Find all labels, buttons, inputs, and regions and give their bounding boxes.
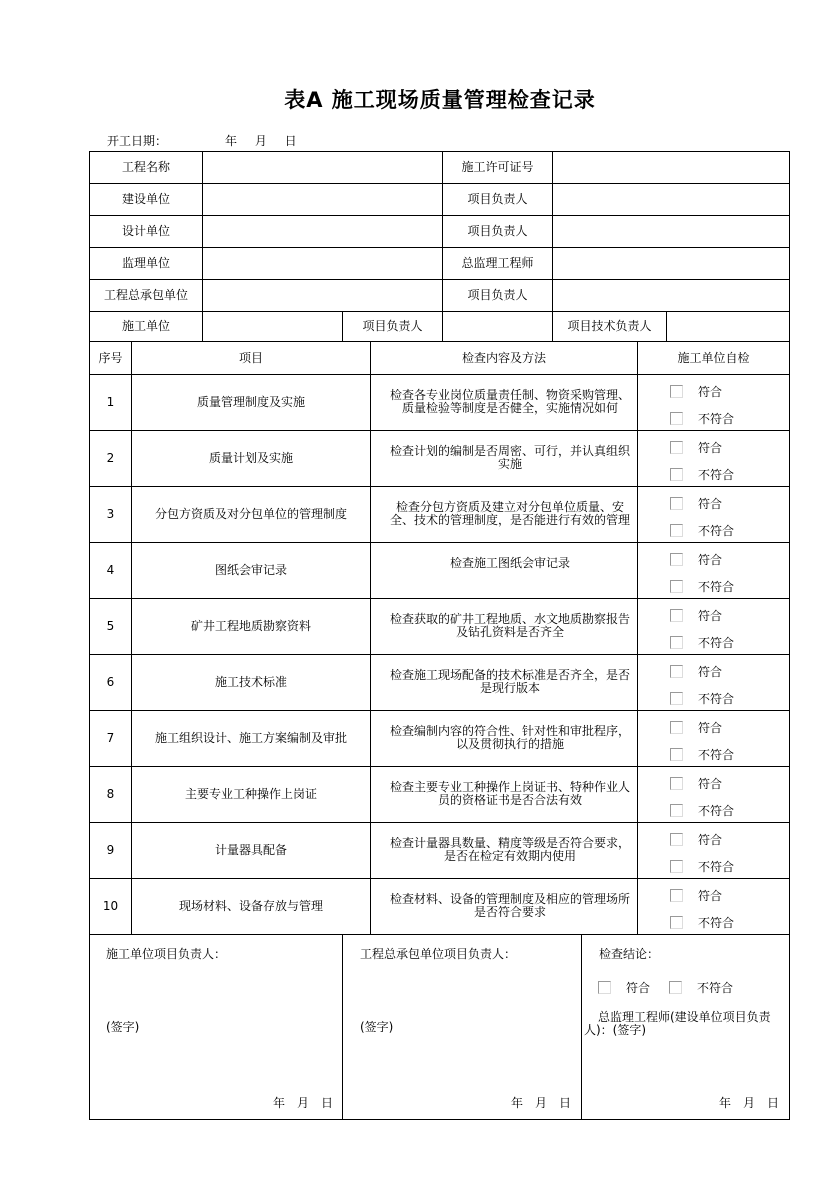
checkbox-icon[interactable]: [670, 860, 683, 873]
pass-checkbox[interactable]: [670, 831, 722, 848]
label-project-leader: [442, 183, 553, 216]
label-project-leader-text: 项目负责人: [467, 192, 528, 206]
row-method-text: 检查材料、设备的管理制度及相应的管理场所是否符合要求: [389, 892, 630, 919]
checkbox-label: 不符合: [698, 524, 735, 538]
label-design-unit-text: 设计单位: [121, 224, 170, 238]
checkbox-icon[interactable]: [670, 721, 683, 734]
label-general-contractor: [89, 279, 203, 312]
date-label: 年 月 日: [719, 1096, 780, 1110]
design-unit-field[interactable]: [202, 215, 443, 248]
start-date-label: 开工日期：: [107, 134, 168, 148]
fail-checkbox[interactable]: [670, 802, 734, 819]
checkbox-icon[interactable]: [670, 636, 683, 649]
row-no-text: 5: [106, 619, 115, 633]
checkbox-label: 符合: [698, 385, 723, 399]
checkbox-icon[interactable]: [670, 553, 683, 566]
project-leader-field[interactable]: [552, 183, 790, 216]
row-no-text: 9: [106, 843, 115, 857]
sign-label: (签字): [360, 1020, 394, 1034]
chief-sign-label: 总监理工程师(建设单位项目负责人)：(签字): [584, 1010, 771, 1037]
label-builder-unit-text: 施工单位: [121, 319, 170, 333]
project-leader-field[interactable]: [442, 311, 553, 342]
row-method-text: 检查主要专业工种操作上岗证书、特种作业人员的资格证书是否合法有效: [389, 780, 630, 807]
start-date: [107, 132, 297, 149]
fail-checkbox[interactable]: [670, 522, 734, 539]
row-no-text: 2: [106, 451, 115, 465]
row-method: [370, 486, 638, 543]
row-method: [370, 878, 638, 935]
row-no: [89, 430, 132, 487]
label-tech-leader-text: 项目技术负责人: [567, 319, 652, 333]
checkbox-label: 不符合: [698, 916, 735, 930]
checkbox-icon[interactable]: [598, 981, 611, 994]
conclusion-fail-checkbox[interactable]: [669, 979, 733, 996]
row-no-text: 7: [106, 731, 115, 745]
row-no: [89, 654, 132, 711]
row-method-text: 检查获取的矿井工程地质、水文地质勘察报告及钻孔资料是否齐全: [389, 612, 630, 639]
row-no-text: 8: [106, 787, 115, 801]
row-no-text: 10: [102, 899, 119, 913]
row-method: [370, 822, 638, 879]
row-item-text: 分包方资质及对分包单位的管理制度: [154, 507, 347, 521]
checkbox-icon[interactable]: [670, 804, 683, 817]
row-method: [370, 374, 638, 431]
row-item-text: 现场材料、设备存放与管理: [178, 899, 323, 913]
fail-checkbox[interactable]: [670, 578, 734, 595]
checkbox-label: 符合: [698, 609, 723, 623]
checkbox-label: 符合: [698, 721, 723, 735]
checkbox-icon[interactable]: [669, 981, 682, 994]
checkbox-icon[interactable]: [670, 916, 683, 929]
label-construction-unit-text: 建设单位: [121, 192, 170, 206]
checkbox-label: 不符合: [698, 580, 735, 594]
label-project-leader-text: 项目负责人: [362, 319, 423, 333]
row-method-text: 检查施工现场配备的技术标准是否齐全，是否是现行版本: [389, 668, 630, 695]
row-item-text: 计量器具配备: [214, 843, 287, 857]
header-no: [89, 341, 132, 375]
row-method: [370, 654, 638, 711]
fail-checkbox[interactable]: [670, 746, 734, 763]
header-method: [370, 341, 638, 375]
label-project-leader-text: 项目负责人: [467, 224, 528, 238]
checkbox-icon[interactable]: [670, 609, 683, 622]
row-no-text: 3: [106, 507, 115, 521]
checkbox-label: 符合: [698, 441, 723, 455]
row-item: [131, 374, 371, 431]
row-item: [131, 822, 371, 879]
checkbox-icon[interactable]: [670, 692, 683, 705]
checkbox-icon[interactable]: [670, 665, 683, 678]
checkbox-label: 不符合: [698, 860, 735, 874]
builder-leader-sign-box: [89, 934, 343, 1120]
row-method-text: 检查计划的编制是否周密、可行，并认真组织实施: [389, 444, 630, 471]
row-item: [131, 654, 371, 711]
label-project-leader: [442, 215, 553, 248]
label-construction-unit: [89, 183, 203, 216]
label-general-contractor-text: 工程总承包单位: [103, 288, 188, 302]
fail-checkbox[interactable]: [670, 634, 734, 651]
pass-checkbox[interactable]: [670, 383, 722, 400]
conclusion-pass-checkbox[interactable]: [598, 979, 650, 996]
row-no-text: 1: [106, 395, 115, 409]
row-item: [131, 710, 371, 767]
checkbox-label: 符合: [698, 777, 723, 791]
label-builder-unit: [89, 311, 203, 342]
row-item: [131, 598, 371, 655]
pass-checkbox[interactable]: [670, 663, 722, 680]
date-label: 年 月 日: [511, 1096, 572, 1110]
row-method: [370, 598, 638, 655]
checkbox-label: 符合: [698, 833, 723, 847]
page-title: 表A 施工现场质量管理检查记录: [284, 88, 596, 112]
chief-supervisor-field[interactable]: [552, 247, 790, 280]
header-no-text: 序号: [98, 350, 123, 365]
row-method-text: 检查施工图纸会审记录: [449, 556, 570, 570]
contractor-leader-label: 工程总承包单位项目负责人：: [360, 947, 517, 961]
conclusion-box: [581, 934, 790, 1120]
start-date-value: 年 月 日: [225, 134, 297, 148]
label-supervision-unit: [89, 247, 203, 280]
checkbox-label: 不符合: [698, 804, 735, 818]
checkbox-label: 符合: [698, 665, 723, 679]
checkbox-icon[interactable]: [670, 468, 683, 481]
row-item-text: 施工技术标准: [214, 675, 287, 689]
header-self-check-text: 施工单位自检: [677, 350, 750, 365]
checkbox-label: 符合: [698, 553, 723, 567]
row-item-text: 图纸会审记录: [214, 563, 287, 577]
pass-checkbox[interactable]: [670, 551, 722, 568]
pass-checkbox[interactable]: [670, 495, 722, 512]
row-item: [131, 878, 371, 935]
row-item: [131, 430, 371, 487]
label-tech-leader: [552, 311, 667, 342]
checkbox-icon[interactable]: [670, 833, 683, 846]
date-label: 年 月 日: [273, 1096, 334, 1110]
row-method-text: 检查编制内容的符合性、针对性和审批程序，以及贯彻执行的措施: [389, 724, 630, 751]
row-method-text: 检查各专业岗位质量责任制、物资采购管理、质量检验等制度是否健全，实施情况如何: [389, 388, 630, 415]
fail-checkbox[interactable]: [670, 914, 734, 931]
row-item-text: 施工组织设计、施工方案编制及审批: [154, 731, 347, 745]
pass-checkbox[interactable]: [670, 775, 722, 792]
checkbox-icon[interactable]: [670, 524, 683, 537]
label-permit-no-text: 施工许可证号: [461, 160, 534, 174]
row-item-text: 矿井工程地质勘察资料: [190, 619, 311, 633]
checkbox-label: 不符合: [698, 636, 735, 650]
checkbox-icon[interactable]: [670, 497, 683, 510]
fail-checkbox[interactable]: [670, 690, 734, 707]
project-leader-field[interactable]: [552, 279, 790, 312]
row-no: [89, 878, 132, 935]
construction-unit-field[interactable]: [202, 183, 443, 216]
header-item-text: 项目: [238, 350, 263, 365]
row-item-text: 主要专业工种操作上岗证: [184, 787, 317, 801]
label-chief-supervisor-text: 总监理工程师: [461, 256, 534, 270]
sign-label: (签字): [106, 1020, 140, 1034]
row-no: [89, 542, 132, 599]
project-leader-field[interactable]: [552, 215, 790, 248]
contractor-leader-sign-box: [342, 934, 582, 1120]
row-item: [131, 542, 371, 599]
checkbox-label: 不符合: [698, 692, 735, 706]
builder-leader-label: 施工单位项目负责人：: [106, 947, 227, 961]
label-permit-no: [442, 151, 553, 184]
checkbox-label: 不符合: [698, 468, 735, 482]
row-item-text: 质量管理制度及实施: [196, 395, 305, 409]
row-method: [370, 710, 638, 767]
pass-checkbox[interactable]: [670, 887, 722, 904]
label-project-leader-text: 项目负责人: [467, 288, 528, 302]
checkbox-label: 不符合: [698, 412, 735, 426]
label-project-name: [89, 151, 203, 184]
builder-unit-field[interactable]: [202, 311, 343, 342]
permit-no-field[interactable]: [552, 151, 790, 184]
checkbox-icon[interactable]: [670, 777, 683, 790]
row-no-text: 6: [106, 675, 115, 689]
checkbox-icon[interactable]: [670, 412, 683, 425]
fail-checkbox[interactable]: [670, 410, 734, 427]
label-supervision-unit-text: 监理单位: [121, 256, 170, 270]
header-item: [131, 341, 371, 375]
header-method-text: 检查内容及方法: [461, 350, 546, 365]
checkbox-label: 符合: [698, 889, 723, 903]
label-project-name-text: 工程名称: [121, 160, 170, 174]
row-no: [89, 822, 132, 879]
label-project-leader: [442, 279, 553, 312]
row-no: [89, 710, 132, 767]
row-no: [89, 374, 132, 431]
row-method-text: 检查计量器具数量、精度等级是否符合要求，是否在检定有效期内使用: [389, 836, 630, 863]
label-chief-supervisor: [442, 247, 553, 280]
general-contractor-field[interactable]: [202, 279, 443, 312]
row-no-text: 4: [106, 563, 115, 577]
row-no: [89, 766, 132, 823]
checkbox-icon[interactable]: [670, 889, 683, 902]
label-design-unit: [89, 215, 203, 248]
checkbox-label: 符合: [698, 497, 723, 511]
checkbox-label: 不符合: [698, 748, 735, 762]
tech-leader-field[interactable]: [666, 311, 790, 342]
checkbox-icon[interactable]: [670, 580, 683, 593]
label-project-leader: [342, 311, 443, 342]
row-no: [89, 486, 132, 543]
checkbox-icon[interactable]: [670, 385, 683, 398]
checkbox-icon[interactable]: [670, 441, 683, 454]
row-item: [131, 486, 371, 543]
row-method-text: 检查分包方资质及建立对分包单位质量、安全、技术的管理制度，是否能进行有效的管理: [389, 500, 630, 527]
pass-checkbox[interactable]: [670, 607, 722, 624]
row-no: [89, 598, 132, 655]
row-method: [370, 430, 638, 487]
supervision-unit-field[interactable]: [202, 247, 443, 280]
row-item: [131, 766, 371, 823]
row-method: [370, 542, 638, 599]
header-self-check: [637, 341, 790, 375]
conclusion-label: 检查结论：: [599, 947, 660, 961]
checkbox-label: 符合: [626, 981, 651, 995]
row-item-text: 质量计划及实施: [208, 451, 293, 465]
fail-checkbox[interactable]: [670, 466, 734, 483]
checkbox-label: 不符合: [697, 981, 734, 995]
row-method: [370, 766, 638, 823]
pass-checkbox[interactable]: [670, 719, 722, 736]
pass-checkbox[interactable]: [670, 439, 722, 456]
fail-checkbox[interactable]: [670, 858, 734, 875]
project-name-field[interactable]: [202, 151, 443, 184]
checkbox-icon[interactable]: [670, 748, 683, 761]
